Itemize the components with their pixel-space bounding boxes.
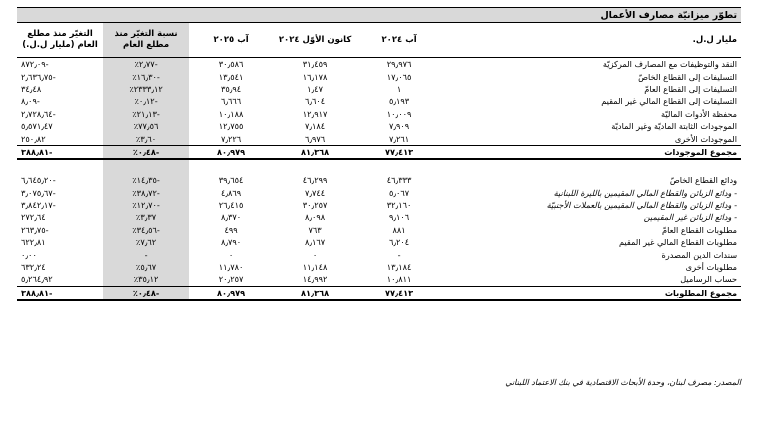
cell-aug-2024: ١ [396, 83, 402, 94]
cell-dec-2024: ٦٫٦٠٤ [304, 96, 326, 107]
cell-dec-2024: ١٤٫٩٩٢ [302, 274, 328, 285]
cell-aug-2025: ٤٫٨٦٩ [220, 187, 242, 198]
table-row [17, 95, 741, 107]
cell-dec-2024: ١٫٤٧ [307, 83, 323, 94]
cell-aug-2025: ٦٫٦٦٦ [220, 96, 242, 107]
spacer-row [17, 159, 741, 174]
table-row [17, 58, 741, 71]
cell-pct-change: -١٤٫٣٥٪ [103, 174, 189, 186]
cell-abs-change: -٢٫٦٣٦٫٧٥ [21, 71, 56, 82]
col-pct-change: نسبة التغيّر منذ مطلع العام [103, 23, 189, 58]
cell-pct-change: ٢٣٣٣٫١٢٪ [103, 83, 189, 95]
cell-abs-change: -٢٦٣٫٧٥ [21, 224, 49, 235]
row-label: الموجودات الأخرى [674, 133, 738, 144]
title-row [17, 8, 741, 23]
cell-dec-2024: ٧٫٧٤٤ [304, 187, 326, 198]
table-row [17, 236, 741, 248]
cell-aug-2024: ٥٫١٩٣ [388, 96, 410, 107]
cell-pct-change: -٠٫٤٨٪ [103, 145, 189, 159]
cell-aug-2024: ١٠٫٠٠٩ [386, 108, 412, 119]
row-label: مجموع المطلوبات [441, 286, 741, 300]
cell-aug-2024: ٤٦٫٣٣٣ [386, 175, 412, 186]
cell-aug-2025: ٣٩٫٦٥٤ [218, 175, 244, 186]
cell-pct-change: -٠٫٤٨٪ [103, 286, 189, 300]
cell-pct-change: - [103, 248, 189, 260]
spacer-cell [17, 159, 103, 174]
cell-aug-2024: ٩٫١٠٦ [388, 212, 410, 223]
table-row [17, 108, 741, 120]
cell-aug-2024: - [397, 249, 401, 260]
source-note: المصدر: مصرف لبنان، وحدة الأبحاث الاقتصادية في بنك الاعتماد اللبناني [505, 378, 741, 387]
cell-dec-2024: ٨١٫٣٦٨ [273, 286, 357, 300]
cell-aug-2025: ٣٥٫٩٤ [220, 83, 242, 94]
spacer-cell [189, 159, 273, 174]
cell-pct-change: ٣٫٣٧٪ [103, 211, 189, 223]
cell-dec-2024: ٨١٫٣٦٨ [273, 145, 357, 159]
unit-label: مليار ل.ل. [441, 23, 741, 58]
table-row [17, 132, 741, 145]
cell-pct-change: ٣٫٦٠٪ [103, 132, 189, 145]
cell-dec-2024: ٣٠٫٢٥٧ [302, 200, 328, 211]
cell-dec-2024: ٦٫٩٧٦ [304, 133, 326, 144]
cell-aug-2025: ٨٫٧٩٠ [220, 237, 242, 248]
cell-pct-change: -٢٫٧٧٪ [103, 58, 189, 71]
row-label: النقد والتوظيفات مع المصارف المركزيّة [602, 59, 738, 70]
row-label: التسليفات إلى القطاع المالي غير المقيم [601, 96, 738, 107]
row-label: ودائع القطاع الخاصّ [669, 175, 738, 186]
cell-abs-change: ٦٢٢٫٨١ [21, 237, 46, 248]
cell-aug-2024: ٥٫٠٦٧ [388, 187, 410, 198]
spacer-cell [103, 159, 189, 174]
cell-pct-change: -٠٫١٢٪ [103, 95, 189, 107]
row-label: مطلوبات القطاع العامّ [662, 224, 738, 235]
cell-abs-change: -٨٫٠٩ [21, 96, 40, 107]
row-label: - ودائع الزبائن والقطاع المالي المقيمين بالليرة اللبنانية [553, 187, 738, 198]
cell-aug-2024: ٢٩٫٩٧٦ [386, 59, 412, 70]
cell-aug-2025: ٨٠٫٩٧٩ [189, 286, 273, 300]
cell-aug-2025: ٨٫٣٧٠ [220, 212, 242, 223]
cell-aug-2024: ١٧٫٠٦٥ [386, 71, 412, 82]
spacer-cell [357, 159, 441, 174]
cell-aug-2025: ١٣٫٥٤١ [218, 71, 244, 82]
table-row [17, 248, 741, 260]
cell-pct-change: ٧٫٦٢٪ [103, 236, 189, 248]
header-row [17, 23, 741, 58]
cell-aug-2024: ٧٫٩٠٩ [388, 121, 410, 132]
row-label: التسليفات إلى القطاع العامّ [644, 83, 738, 94]
table-row [17, 120, 741, 132]
cell-abs-change: ٥٫٢٦٤٫٩٢ [21, 274, 53, 285]
cell-pct-change: -٣٤٫٥٦٪ [103, 224, 189, 236]
cell-abs-change: -٦٫٦٤٥٫٢٠ [21, 175, 56, 186]
cell-dec-2024: ٤٦٫٢٩٩ [302, 175, 328, 186]
table-title: تطوّر ميزانيّة مصارف الأعمال [17, 8, 741, 23]
cell-aug-2025: ٠ [228, 249, 234, 260]
col-aug-2025: آب ٢٠٢٥ [189, 23, 273, 58]
col-dec-2024: كانون الأوّل ٢٠٢٤ [273, 23, 357, 58]
table-row [17, 187, 741, 199]
cell-aug-2024: ٧٧٫٤١٣ [357, 145, 441, 159]
balance-sheet-table [17, 7, 741, 301]
cell-aug-2025: ١٠٫١٨٨ [218, 108, 244, 119]
cell-dec-2024: ٨٫١٦٧ [304, 237, 326, 248]
cell-aug-2025: ٢٦٫٤١٥ [218, 200, 244, 211]
cell-aug-2024: ١٠٫٨١١ [386, 274, 412, 285]
cell-aug-2025: ١١٫٧٨٠ [218, 262, 244, 273]
cell-aug-2024: ٦٫٢٠٤ [388, 237, 410, 248]
cell-abs-change: -٢٫٧٢٨٫٦٤ [21, 108, 56, 119]
cell-aug-2025: ٢٠٫٢٥٧ [218, 274, 244, 285]
cell-pct-change: ٧٧٫٥٦٪ [103, 120, 189, 132]
cell-dec-2024: ٠ [312, 249, 318, 260]
cell-aug-2025: ٣٠٫٥٨٦ [218, 59, 244, 70]
cell-aug-2025: ٨٠٫٩٧٩ [189, 145, 273, 159]
cell-pct-change: -١٢٫٧٠٪ [103, 199, 189, 211]
cell-dec-2024: ٧٦٣ [308, 224, 322, 235]
row-label: محفظة الأدوات الماليّة [661, 108, 738, 119]
table-row [17, 211, 741, 223]
cell-aug-2025: ٤٩٩ [224, 224, 238, 235]
cell-aug-2025: ١٢٫٧٥٥ [218, 121, 244, 132]
cell-pct-change: ٣٥٫١٢٪ [103, 273, 189, 286]
row-label: حساب الرساميل [680, 274, 738, 285]
cell-dec-2024: ١٢٫٩١٧ [302, 108, 328, 119]
cell-aug-2024: ٧٧٫٤١٣ [357, 286, 441, 300]
col-abs-change: التغيّر منذ مطلع العام (مليار ل.ل.) [17, 23, 103, 58]
table-row [17, 273, 741, 286]
row-label: - ودائع الزبائن والقطاع المالي المقيمين بالعملات الأجنبيّة [546, 200, 738, 211]
cell-dec-2024: ٨٫٠٩٨ [304, 212, 326, 223]
table-row [17, 83, 741, 95]
table-body [17, 58, 741, 301]
cell-pct-change: -٢١٫١٣٪ [103, 108, 189, 120]
cell-aug-2024: ٨٨١ [392, 224, 406, 235]
row-label: مطلوبات القطاع المالي غير المقيم [618, 237, 738, 248]
row-label: سندات الدين المصدرة [661, 249, 738, 260]
cell-dec-2024: ١٦٫١٧٨ [302, 71, 328, 82]
cell-abs-change: ٠٫٠٠ [21, 249, 37, 260]
cell-aug-2024: ٣٢٫١٦٠ [386, 200, 412, 211]
cell-abs-change: ٢٥٠٫٨٢ [21, 133, 46, 144]
cell-abs-change: -٨٧٢٫٠٩ [21, 59, 49, 70]
col-aug-2024: آب ٢٠٢٤ [357, 23, 441, 58]
cell-abs-change: ٦٣٢٫٢٤ [21, 262, 46, 273]
row-label: الموجودات الثابتة الماديّة وغير الماديّة [611, 121, 738, 132]
spacer-cell [441, 159, 741, 174]
total-row [17, 286, 741, 300]
cell-abs-change: ٢٧٢٫٦٤ [21, 212, 46, 223]
table-row [17, 261, 741, 273]
cell-abs-change: ٣٤٫٤٨ [21, 83, 42, 94]
spacer-cell [273, 159, 357, 174]
row-label: مجموع الموجودات [441, 145, 741, 159]
cell-pct-change: ٥٫٦٧٪ [103, 261, 189, 273]
cell-abs-change: -٣٨٨٫٨١ [17, 286, 103, 300]
cell-aug-2024: ١٣٫١٨٤ [386, 262, 412, 273]
cell-aug-2025: ٧٫٢٢٦ [220, 133, 242, 144]
cell-dec-2024: ١١٫١٤٨ [302, 262, 328, 273]
cell-abs-change: -٣٫٨٤٢٫١٧ [21, 200, 56, 211]
cell-abs-change: -٣٫٠٧٥٫٦٧ [21, 187, 56, 198]
row-label: التسليفات إلى القطاع الخاصّ [638, 71, 738, 82]
table-row [17, 224, 741, 236]
table-row [17, 199, 741, 211]
cell-dec-2024: ٣١٫٤٥٩ [302, 59, 328, 70]
row-label: مطلوبات أخرى [685, 262, 738, 273]
cell-pct-change: -٣٨٫٧٢٪ [103, 187, 189, 199]
cell-dec-2024: ٧٫١٨٤ [304, 121, 326, 132]
row-label: - ودائع الزبائن غير المقيمين [643, 212, 738, 223]
table-row [17, 174, 741, 186]
total-row [17, 145, 741, 159]
cell-abs-change: ٥٫٥٧١٫٤٧ [21, 121, 53, 132]
cell-abs-change: -٣٨٨٫٨١ [17, 145, 103, 159]
cell-aug-2024: ٧٫٢٦١ [388, 133, 410, 144]
cell-pct-change: -١٦٫٣٠٪ [103, 70, 189, 82]
table-row [17, 70, 741, 82]
